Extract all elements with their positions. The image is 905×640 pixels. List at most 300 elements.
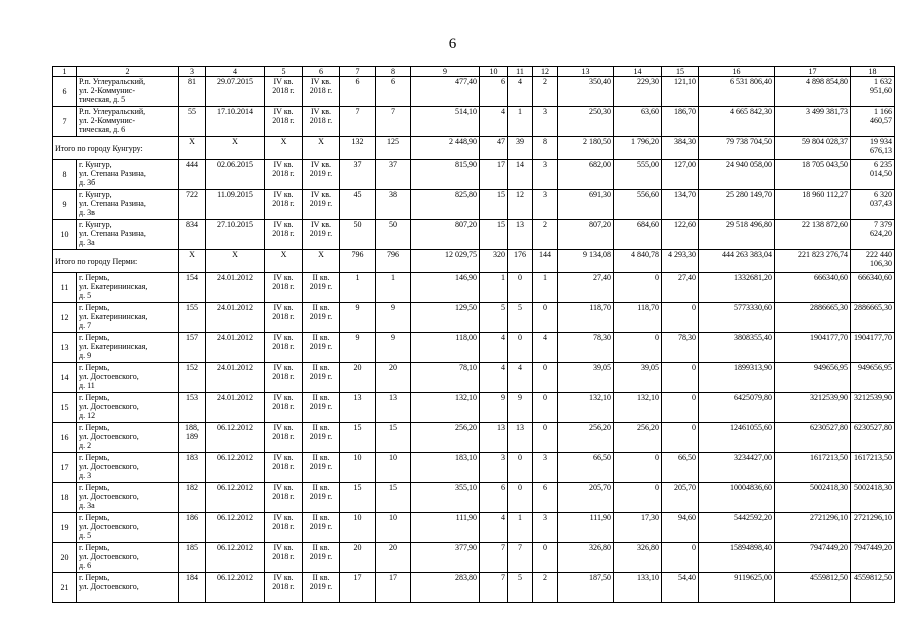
table-cell: 06.12.2012 xyxy=(206,513,265,543)
column-number-row xyxy=(53,67,895,77)
table-cell: 0 xyxy=(533,303,558,333)
table-cell: IV кв. 2018 г. xyxy=(265,273,303,303)
table-cell: 20 xyxy=(376,543,411,573)
table-cell: 78,10 xyxy=(411,363,480,393)
address-cell: г. Пермь, ул. Достоевского, д. 5 xyxy=(77,513,179,543)
subtotal-cell: 4 293,30 xyxy=(662,250,699,273)
table-cell: 0 xyxy=(614,483,662,513)
table-cell: 20 xyxy=(376,363,411,393)
table-cell: 807,20 xyxy=(411,220,480,250)
column-number: 10 xyxy=(480,67,508,77)
table-cell: 477,40 xyxy=(411,77,480,107)
subtotal-cell: 79 738 704,50 xyxy=(699,137,775,160)
table-cell: IV кв. 2018 г. xyxy=(265,333,303,363)
table-row xyxy=(53,543,895,573)
table-cell: IV кв. 2018 г. xyxy=(265,107,303,137)
table-cell: 6 235 014,50 xyxy=(851,160,895,190)
table-cell: 129,50 xyxy=(411,303,480,333)
table-cell: 7947449,20 xyxy=(851,543,895,573)
table-cell: 4 xyxy=(480,513,508,543)
table-cell: 7 xyxy=(376,107,411,137)
table-row xyxy=(53,363,895,393)
table-cell: 0 xyxy=(508,483,533,513)
table-cell: IV кв. 2018 г. xyxy=(265,453,303,483)
table-cell: 5 xyxy=(508,573,533,603)
table-cell: 3234427,00 xyxy=(699,453,775,483)
column-number: 2 xyxy=(77,67,179,77)
table-cell: 186,70 xyxy=(662,107,699,137)
table-cell: 6 xyxy=(480,483,508,513)
table-cell: 3 xyxy=(533,190,558,220)
table-row xyxy=(53,273,895,303)
subtotal-cell: 144 xyxy=(533,250,558,273)
table-cell: 13 xyxy=(376,393,411,423)
table-cell: 18 960 112,27 xyxy=(775,190,851,220)
table-cell: 1332681,20 xyxy=(699,273,775,303)
table-cell: II кв. 2019 г. xyxy=(303,423,340,453)
address-cell: г. Пермь, ул. Достоевского, д. 12 xyxy=(77,393,179,423)
table-cell: 134,70 xyxy=(662,190,699,220)
table-cell: 0 xyxy=(662,393,699,423)
table-cell: 691,30 xyxy=(558,190,614,220)
table-row xyxy=(53,333,895,363)
address-cell: г. Кунгур, ул. Степана Разина, д. 3в xyxy=(77,190,179,220)
table-cell: 4 xyxy=(480,333,508,363)
table-cell: IV кв. 2018 г. xyxy=(265,543,303,573)
table-cell: 1 166 460,57 xyxy=(851,107,895,137)
address-cell: г. Пермь, ул. Достоевского, xyxy=(77,573,179,603)
table-cell: 06.12.2012 xyxy=(206,423,265,453)
table-cell: 3 xyxy=(480,453,508,483)
table-cell: 4 xyxy=(508,363,533,393)
subtotal-label: Итого по городу Кунгуру: xyxy=(53,137,179,160)
subtotal-cell: 125 xyxy=(376,137,411,160)
table-cell: 155 xyxy=(179,303,206,333)
subtotal-cell: X xyxy=(206,250,265,273)
table-cell: 17 xyxy=(340,573,376,603)
table-cell: 154 xyxy=(179,273,206,303)
table-cell: 29.07.2015 xyxy=(206,77,265,107)
table-cell: IV кв. 2018 г. xyxy=(265,363,303,393)
table-cell: 949656,95 xyxy=(851,363,895,393)
row-number: 21 xyxy=(53,573,77,603)
table-cell: 6 xyxy=(533,483,558,513)
table-cell: 45 xyxy=(340,190,376,220)
table-cell: 121,10 xyxy=(662,77,699,107)
address-cell: Р.п. Углеуральский, ул. 2-Коммунис- тическая, д. 6 xyxy=(77,107,179,137)
table-cell: 9 xyxy=(480,393,508,423)
table-cell: 157 xyxy=(179,333,206,363)
table-cell: 78,30 xyxy=(662,333,699,363)
column-number: 18 xyxy=(851,67,895,77)
table-cell: 4 xyxy=(480,107,508,137)
table-cell: 187,50 xyxy=(558,573,614,603)
subtotal-cell: 222 440 106,30 xyxy=(851,250,895,273)
subtotal-cell: 1 796,20 xyxy=(614,137,662,160)
table-cell: 3808355,40 xyxy=(699,333,775,363)
table-cell: 0 xyxy=(662,303,699,333)
table-cell: 6425079,80 xyxy=(699,393,775,423)
table-cell: 9 xyxy=(340,333,376,363)
table-cell: 4 xyxy=(480,363,508,393)
row-number: 19 xyxy=(53,513,77,543)
table-cell: 4 xyxy=(508,77,533,107)
table-cell: 7947449,20 xyxy=(775,543,851,573)
table-cell: 13 xyxy=(508,423,533,453)
table-cell: 355,10 xyxy=(411,483,480,513)
table-cell: 37 xyxy=(376,160,411,190)
table-cell: 1 xyxy=(508,513,533,543)
table-cell: 7 xyxy=(508,543,533,573)
subtotal-cell: X xyxy=(303,137,340,160)
table-cell: 132,10 xyxy=(614,393,662,423)
subtotal-cell: 221 823 276,74 xyxy=(775,250,851,273)
table-cell: 182 xyxy=(179,483,206,513)
table-cell: 0 xyxy=(662,423,699,453)
row-number: 11 xyxy=(53,273,77,303)
address-cell: г. Пермь, ул. Екатерининская, д. 9 xyxy=(77,333,179,363)
table-cell: 7 xyxy=(340,107,376,137)
row-number: 14 xyxy=(53,363,77,393)
subtotal-row xyxy=(53,137,895,160)
table-cell: 27.10.2015 xyxy=(206,220,265,250)
table-cell: 1904177,70 xyxy=(775,333,851,363)
table-cell: 5442592,20 xyxy=(699,513,775,543)
subtotal-cell: X xyxy=(265,137,303,160)
subtotal-cell: X xyxy=(179,250,206,273)
table-cell: 15 xyxy=(340,483,376,513)
table-cell: IV кв. 2018 г. xyxy=(265,220,303,250)
row-number: 15 xyxy=(53,393,77,423)
row-number: 20 xyxy=(53,543,77,573)
table-cell: 10 xyxy=(340,453,376,483)
table-cell: 7 xyxy=(480,573,508,603)
table-cell: 13 xyxy=(480,423,508,453)
table-cell: 132,10 xyxy=(411,393,480,423)
table-cell: 06.12.2012 xyxy=(206,453,265,483)
table-cell: 256,20 xyxy=(614,423,662,453)
address-cell: Р.п. Углеуральский, ул. 2-Коммунис- тическая, д. 5 xyxy=(77,77,179,107)
table-cell: 24.01.2012 xyxy=(206,303,265,333)
table-cell: 6 xyxy=(376,77,411,107)
subtotal-cell: 8 xyxy=(533,137,558,160)
row-number: 10 xyxy=(53,220,77,250)
table-cell: 949656,95 xyxy=(775,363,851,393)
column-number: 7 xyxy=(340,67,376,77)
table-cell: 20 xyxy=(340,543,376,573)
table-cell: IV кв. 2018 г. xyxy=(265,483,303,513)
row-number: 8 xyxy=(53,160,77,190)
table-cell: 12 xyxy=(508,190,533,220)
table-cell: 06.12.2012 xyxy=(206,543,265,573)
subtotal-cell: 320 xyxy=(480,250,508,273)
subtotal-cell: 59 804 028,37 xyxy=(775,137,851,160)
table-cell: 0 xyxy=(614,453,662,483)
table-cell: 17,30 xyxy=(614,513,662,543)
table-cell: IV кв. 2019 г. xyxy=(303,220,340,250)
table-cell: 06.12.2012 xyxy=(206,573,265,603)
column-number: 4 xyxy=(206,67,265,77)
column-number: 11 xyxy=(508,67,533,77)
row-number: 7 xyxy=(53,107,77,137)
table-cell: 256,20 xyxy=(411,423,480,453)
table-cell: 0 xyxy=(533,393,558,423)
table-cell: 39,05 xyxy=(558,363,614,393)
table-cell: 250,30 xyxy=(558,107,614,137)
column-number: 14 xyxy=(614,67,662,77)
table-cell: 350,40 xyxy=(558,77,614,107)
table-cell: 825,80 xyxy=(411,190,480,220)
row-number: 13 xyxy=(53,333,77,363)
table-cell: IV кв. 2018 г. xyxy=(265,303,303,333)
subtotal-cell: X xyxy=(206,137,265,160)
table-cell: II кв. 2019 г. xyxy=(303,333,340,363)
table-cell: 152 xyxy=(179,363,206,393)
table-cell: IV кв. 2018 г. xyxy=(265,190,303,220)
subtotal-cell: 39 xyxy=(508,137,533,160)
table-cell: 0 xyxy=(508,273,533,303)
table-cell: 94,60 xyxy=(662,513,699,543)
table-cell: 205,70 xyxy=(662,483,699,513)
table-cell: 7 xyxy=(480,543,508,573)
table-cell: 118,00 xyxy=(411,333,480,363)
table-cell: 118,70 xyxy=(614,303,662,333)
table-cell: IV кв. 2018 г. xyxy=(265,513,303,543)
table-cell: 81 xyxy=(179,77,206,107)
table-cell: 807,20 xyxy=(558,220,614,250)
table-cell: 3 xyxy=(533,160,558,190)
table-cell: 10 xyxy=(376,453,411,483)
table-cell: 3 xyxy=(533,453,558,483)
column-number: 13 xyxy=(558,67,614,77)
table-cell: 02.06.2015 xyxy=(206,160,265,190)
table-cell: 50 xyxy=(376,220,411,250)
table-cell: 38 xyxy=(376,190,411,220)
row-number: 17 xyxy=(53,453,77,483)
table-cell: 06.12.2012 xyxy=(206,483,265,513)
table-row xyxy=(53,220,895,250)
table-cell: 66,50 xyxy=(558,453,614,483)
table-cell: 722 xyxy=(179,190,206,220)
column-number: 17 xyxy=(775,67,851,77)
table-cell: 4 898 854,80 xyxy=(775,77,851,107)
table-cell: 24 940 058,00 xyxy=(699,160,775,190)
table-cell: 2 xyxy=(533,573,558,603)
table-cell: 3212539,90 xyxy=(851,393,895,423)
address-cell: г. Пермь, ул. Достоевского, д. 2 xyxy=(77,423,179,453)
table-cell: 0 xyxy=(508,453,533,483)
table-cell: 1904177,70 xyxy=(851,333,895,363)
table-cell: II кв. 2019 г. xyxy=(303,393,340,423)
table-cell: 555,00 xyxy=(614,160,662,190)
subtotal-cell: 9 134,08 xyxy=(558,250,614,273)
table-cell: 4 665 842,30 xyxy=(699,107,775,137)
table-cell: 50 xyxy=(340,220,376,250)
table-cell: IV кв. 2018 г. xyxy=(303,77,340,107)
table-cell: 27,40 xyxy=(662,273,699,303)
table-cell: 18 705 043,50 xyxy=(775,160,851,190)
table-cell: 2886665,30 xyxy=(775,303,851,333)
table-cell: 815,90 xyxy=(411,160,480,190)
table-cell: 5002418,30 xyxy=(775,483,851,513)
table-cell: 556,60 xyxy=(614,190,662,220)
table-cell: 2886665,30 xyxy=(851,303,895,333)
table-cell: 834 xyxy=(179,220,206,250)
table-cell: 6230527,80 xyxy=(851,423,895,453)
subtotal-cell: 384,30 xyxy=(662,137,699,160)
table-cell: 2 xyxy=(533,220,558,250)
table-cell: IV кв. 2018 г. xyxy=(303,107,340,137)
table-cell: 684,60 xyxy=(614,220,662,250)
table-cell: 3 xyxy=(533,107,558,137)
table-cell: 514,10 xyxy=(411,107,480,137)
table-cell: 118,70 xyxy=(558,303,614,333)
table-cell: 184 xyxy=(179,573,206,603)
table-cell: 25 280 149,70 xyxy=(699,190,775,220)
table-cell: IV кв. 2018 г. xyxy=(265,393,303,423)
column-number: 16 xyxy=(699,67,775,77)
table-cell: 17.10.2014 xyxy=(206,107,265,137)
table-cell: 10 xyxy=(340,513,376,543)
table-cell: 188, 189 xyxy=(179,423,206,453)
table-cell: 9119625,00 xyxy=(699,573,775,603)
table-cell: 444 xyxy=(179,160,206,190)
table-cell: 186 xyxy=(179,513,206,543)
table-cell: 122,60 xyxy=(662,220,699,250)
subtotal-cell: 796 xyxy=(340,250,376,273)
table-cell: 15 xyxy=(376,483,411,513)
table-cell: 185 xyxy=(179,543,206,573)
row-number: 6 xyxy=(53,77,77,107)
subtotal-cell: 2 180,50 xyxy=(558,137,614,160)
table-cell: 183,10 xyxy=(411,453,480,483)
address-cell: г. Кунгур, ул. Степана Разина, д. 3а xyxy=(77,220,179,250)
table-cell: 54,40 xyxy=(662,573,699,603)
table-cell: II кв. 2019 г. xyxy=(303,273,340,303)
table-cell: 229,30 xyxy=(614,77,662,107)
table-cell: 24.01.2012 xyxy=(206,393,265,423)
data-table xyxy=(52,66,895,603)
table-cell: 2721296,10 xyxy=(851,513,895,543)
table-cell: 6 531 806,40 xyxy=(699,77,775,107)
table-cell: 0 xyxy=(533,363,558,393)
table-cell: 1 xyxy=(508,107,533,137)
address-cell: г. Пермь, ул. Достоевского, д. 6 xyxy=(77,543,179,573)
table-cell: II кв. 2019 г. xyxy=(303,543,340,573)
row-number: 16 xyxy=(53,423,77,453)
table-cell: 9 xyxy=(340,303,376,333)
table-cell: 0 xyxy=(614,333,662,363)
table-cell: 6 xyxy=(480,77,508,107)
table-cell: II кв. 2019 г. xyxy=(303,363,340,393)
table-cell: 4559812,50 xyxy=(851,573,895,603)
table-row xyxy=(53,303,895,333)
table-cell: 6 xyxy=(340,77,376,107)
table-cell: 0 xyxy=(533,423,558,453)
table-cell: 5773330,60 xyxy=(699,303,775,333)
row-number: 9 xyxy=(53,190,77,220)
table-cell: 5 xyxy=(480,303,508,333)
table-cell: 15894898,40 xyxy=(699,543,775,573)
table-cell: 10004836,60 xyxy=(699,483,775,513)
table-cell: 1 xyxy=(340,273,376,303)
address-cell: г. Пермь, ул. Екатерининская, д. 7 xyxy=(77,303,179,333)
subtotal-cell: 4 840,78 xyxy=(614,250,662,273)
table-cell: 6 320 037,43 xyxy=(851,190,895,220)
table-cell: IV кв. 2018 г. xyxy=(265,423,303,453)
table-cell: 146,90 xyxy=(411,273,480,303)
page-number: 6 xyxy=(448,36,457,52)
table-cell: 256,20 xyxy=(558,423,614,453)
table-cell: IV кв. 2018 г. xyxy=(265,573,303,603)
table-cell: 11.09.2015 xyxy=(206,190,265,220)
subtotal-cell: 796 xyxy=(376,250,411,273)
table-cell: 111,90 xyxy=(411,513,480,543)
table-row xyxy=(53,107,895,137)
table-cell: 0 xyxy=(533,543,558,573)
column-number: 8 xyxy=(376,67,411,77)
table-cell: 24.01.2012 xyxy=(206,333,265,363)
table-row xyxy=(53,160,895,190)
table-cell: 9 xyxy=(508,393,533,423)
subtotal-cell: X xyxy=(303,250,340,273)
column-number: 3 xyxy=(179,67,206,77)
table-cell: 12461055,60 xyxy=(699,423,775,453)
subtotal-cell: 132 xyxy=(340,137,376,160)
table-cell: 13 xyxy=(508,220,533,250)
table-cell: 1899313,90 xyxy=(699,363,775,393)
subtotal-cell: 444 263 383,04 xyxy=(699,250,775,273)
subtotal-cell: 2 448,90 xyxy=(411,137,480,160)
table-cell: IV кв. 2018 г. xyxy=(265,160,303,190)
table-cell: 27,40 xyxy=(558,273,614,303)
table-cell: 6230527,80 xyxy=(775,423,851,453)
table-cell: II кв. 2019 г. xyxy=(303,483,340,513)
subtotal-cell: 176 xyxy=(508,250,533,273)
table-cell: 15 xyxy=(480,190,508,220)
table-cell: IV кв. 2018 г. xyxy=(265,77,303,107)
address-cell: г. Пермь, ул. Екатерининская, д. 5 xyxy=(77,273,179,303)
column-number: 6 xyxy=(303,67,340,77)
table-row xyxy=(53,483,895,513)
address-cell: г. Пермь, ул. Достоевского, д. 11 xyxy=(77,363,179,393)
table-cell: 1617213,50 xyxy=(851,453,895,483)
table-row xyxy=(53,573,895,603)
table-cell: 5002418,30 xyxy=(851,483,895,513)
table-row xyxy=(53,393,895,423)
table-cell: IV кв. 2019 г. xyxy=(303,190,340,220)
table-row xyxy=(53,190,895,220)
table-cell: 17 xyxy=(376,573,411,603)
table-cell: 5 xyxy=(508,303,533,333)
table-cell: 205,70 xyxy=(558,483,614,513)
table-cell: 7 379 624,20 xyxy=(851,220,895,250)
table-cell: 682,00 xyxy=(558,160,614,190)
table-cell: 4559812,50 xyxy=(775,573,851,603)
table-cell: 2721296,10 xyxy=(775,513,851,543)
table-cell: 0 xyxy=(662,363,699,393)
row-number: 18 xyxy=(53,483,77,513)
table-cell: 9 xyxy=(376,333,411,363)
row-number: 12 xyxy=(53,303,77,333)
subtotal-cell: 47 xyxy=(480,137,508,160)
table-cell: 29 518 496,80 xyxy=(699,220,775,250)
column-number: 9 xyxy=(411,67,480,77)
table-cell: 55 xyxy=(179,107,206,137)
table-row xyxy=(53,77,895,107)
table-cell: 78,30 xyxy=(558,333,614,363)
table-row xyxy=(53,513,895,543)
